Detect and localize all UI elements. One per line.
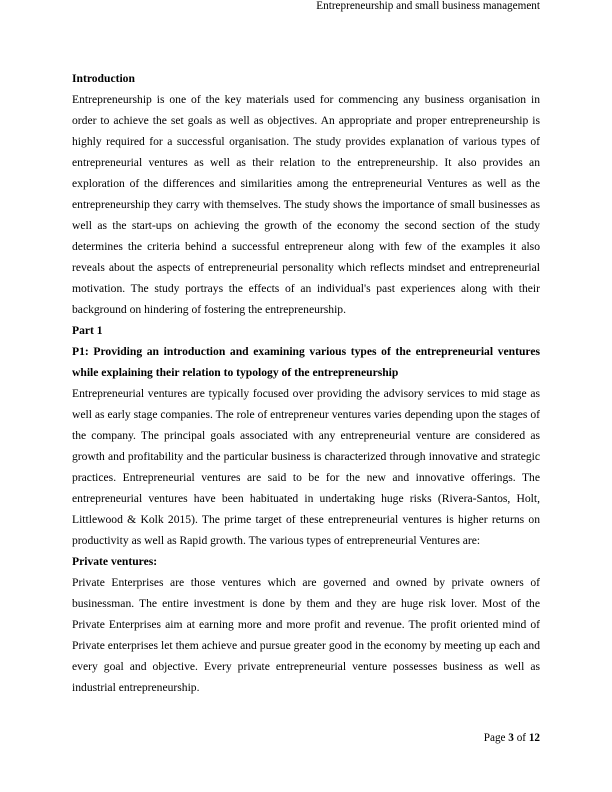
private-ventures-heading: Private ventures:: [72, 555, 158, 568]
introduction-paragraph: Entrepreneurship is one of the key materials used for commencing any business organisation in order to achieve the set goals as well as objectives. An appropriate and proper entrepreneurship is highly required for a successful organisation. The study provides explanation of various types of entrepreneurial ventures as well as their relation to the entrepreneurship. It also provides an exploration of the differences and similarities among the entrepreneurial Ventures as well as the entrepreneurship they carry with themselves. The study shows the importance of small businesses as well as the start-ups on achieving the growth of the economy the second section of the study determines the criteria behind a successful entrepreneur along with few of the examples it also reveals about the aspects of entrepreneurial personality which reflects mindset and entrepreneurial motivation. The study portrays the effects of an individual's past experiences along with their background on hindering of fostering the entrepreneurship.: [72, 93, 540, 316]
part1-paragraph: Entrepreneurial ventures are typically focused over providing the advisory services to mid stage as well as early stage companies. The role of entrepreneur ventures varies depending upon the stages of the company. The principal goals associated with any entrepreneurial venture are considered as growth and profitability and the particular business is characterized through innovative and strategic practices. Entrepreneurial ventures are said to be for the new and innovative offerings. The entrepreneurial ventures have been habituated in undertaking huge risks (Rivera-Santos, Holt, Littlewood & Kolk 2015). The prime target of these entrepreneurial ventures is higher returns on productivity as well as Rapid growth. The various types of entrepreneurial Ventures are:: [72, 387, 540, 547]
p1-subheading: P1: Providing an introduction and examining various types of the entrepreneurial ventures while explaining their relation to typology of the entrepreneurship: [72, 345, 540, 379]
of-label: of: [516, 732, 527, 744]
document-body: [72, 68, 540, 698]
page-footer: [484, 731, 540, 745]
introduction-heading: Introduction: [72, 72, 135, 85]
page-number: 3: [508, 732, 514, 744]
part1-heading: Part 1: [72, 324, 103, 337]
private-ventures-paragraph: Private Enterprises are those ventures which are governed and owned by private owners of businessman. The entire investment is done by them and they are huge risk lover. Most of the Private Enterprises aim at earning more and more profit and revenue. The profit oriented mind of Private enterprises let them achieve and pursue greater good in the economy by meeting up each and every goal and objective. Every private entrepreneurial venture possesses business as well as industrial entrepreneurship.: [72, 576, 540, 694]
page-label: Page: [483, 732, 506, 744]
running-header: Entrepreneurship and small business management: [316, 0, 540, 12]
total-pages: 12: [528, 732, 540, 744]
